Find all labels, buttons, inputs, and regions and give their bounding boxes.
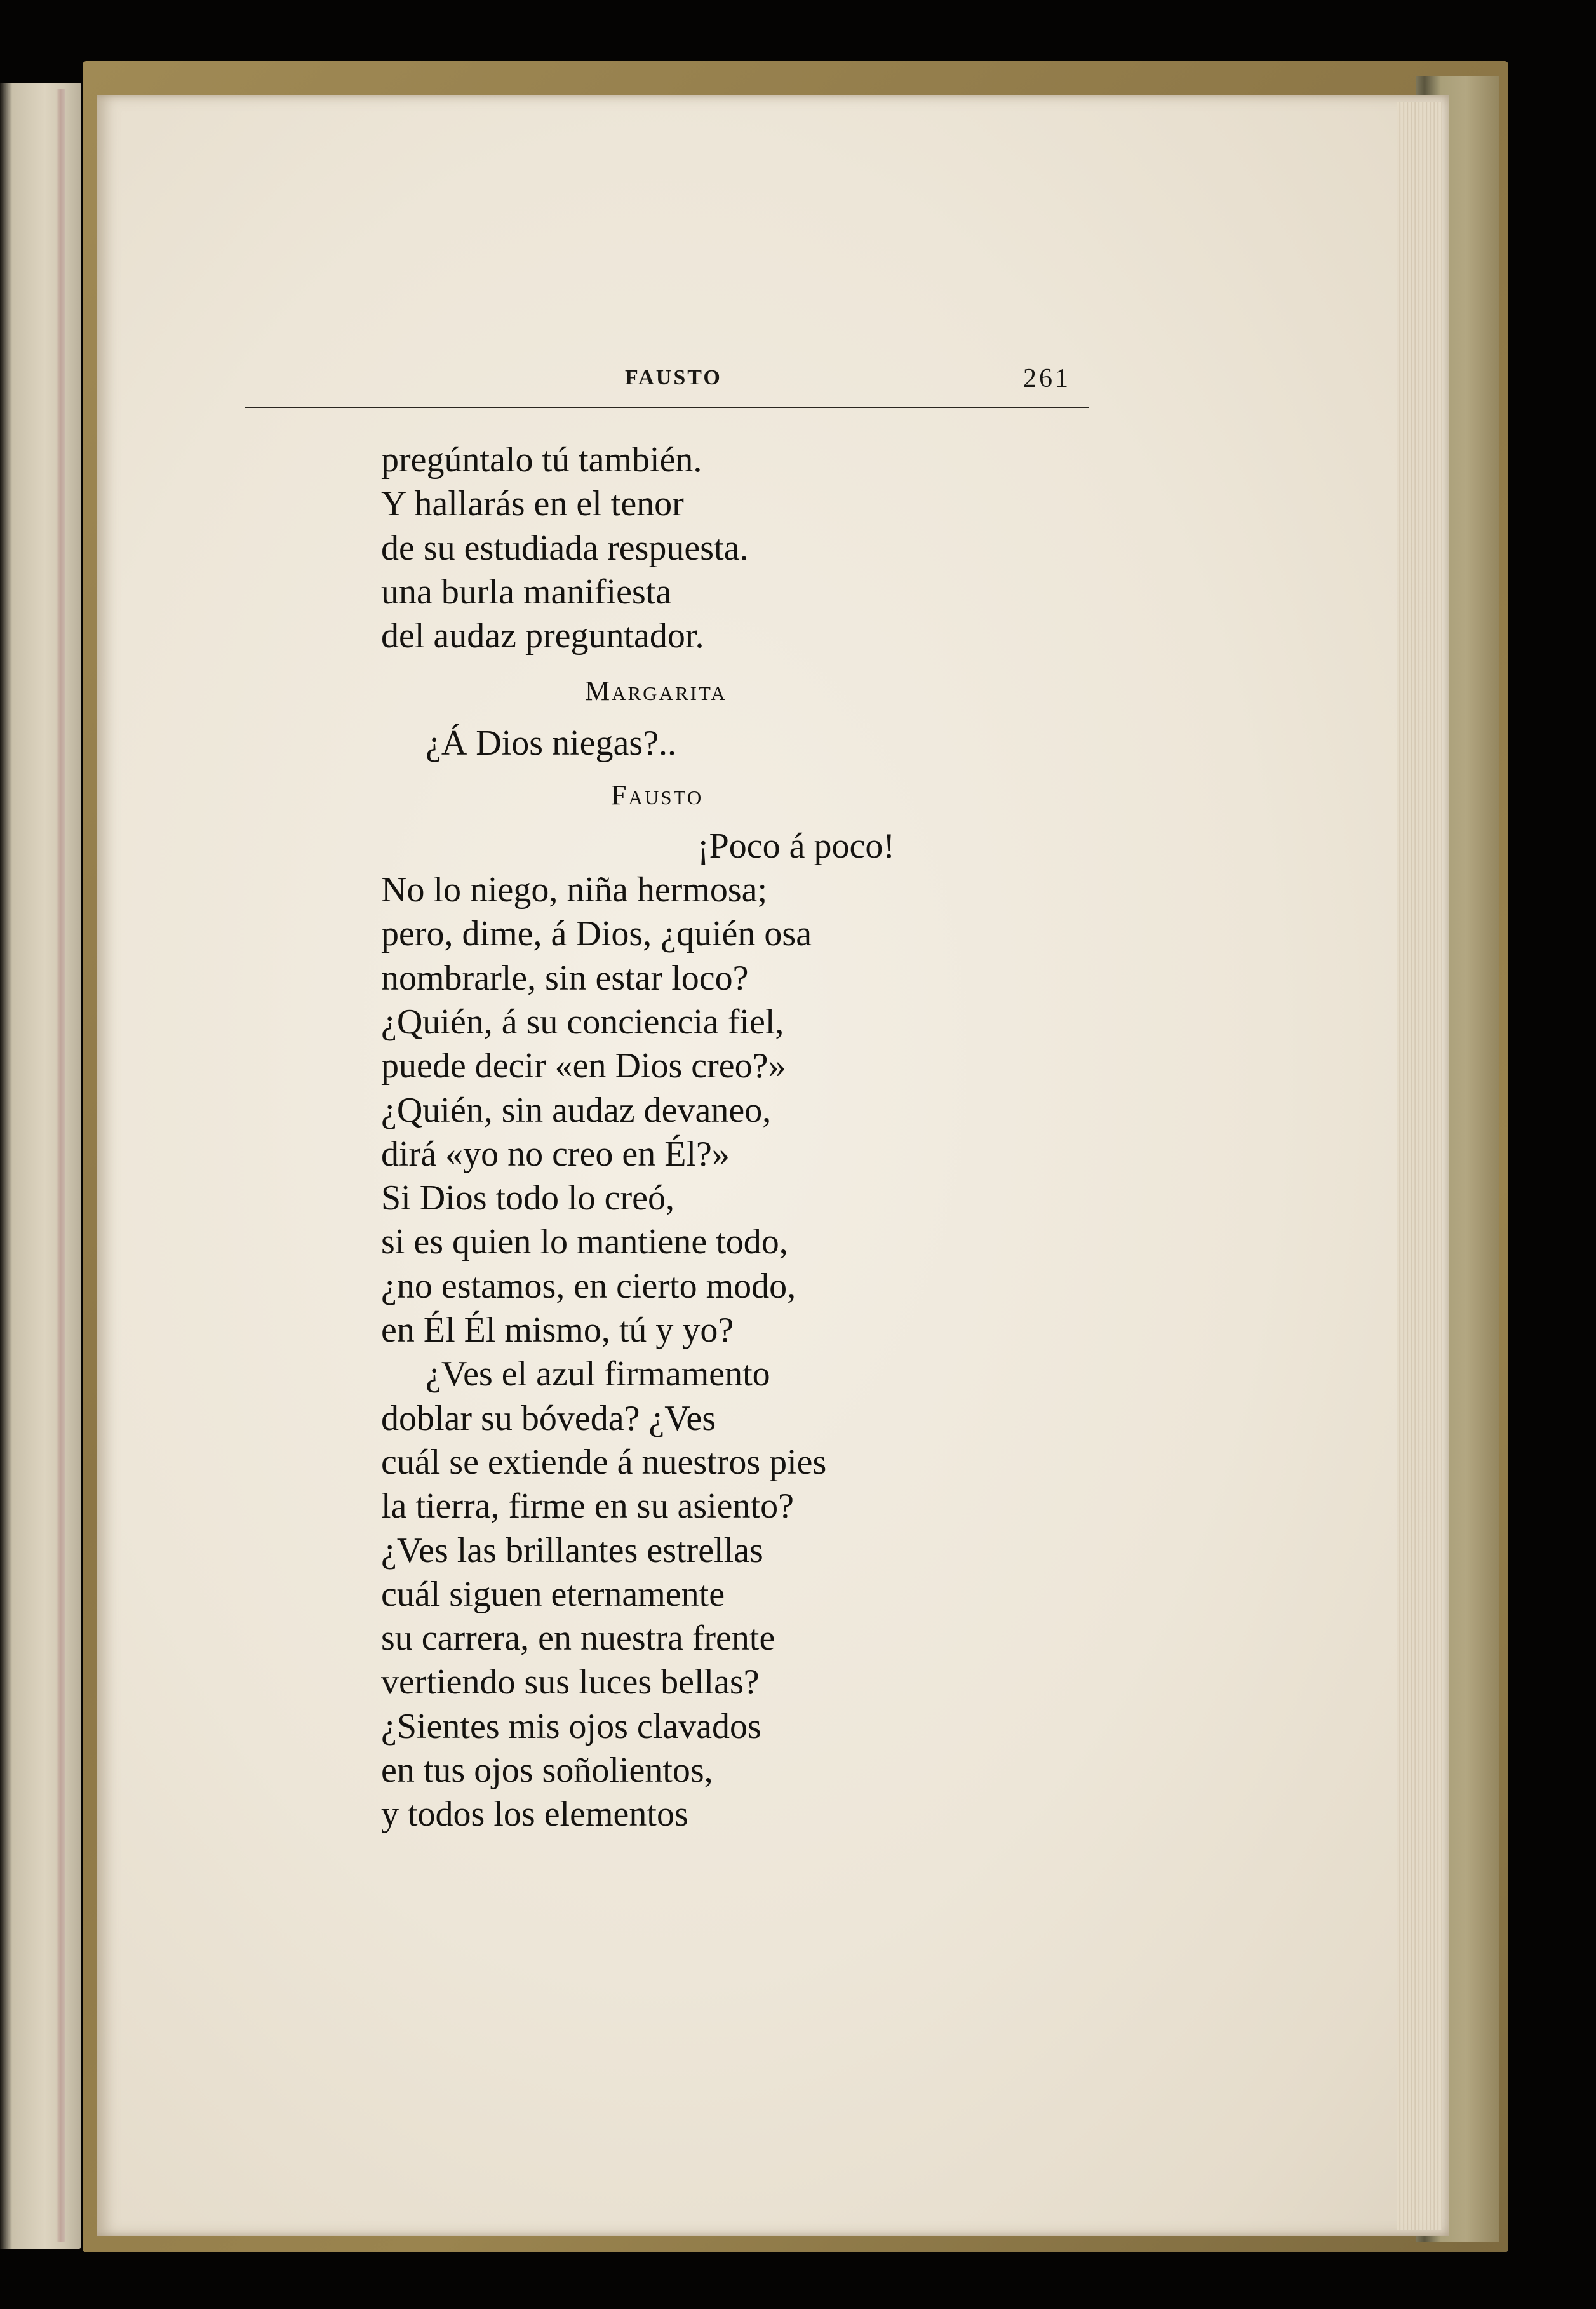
verse-text [381,438,1143,1837]
verse-line: una burla manifiesta [381,572,672,612]
verse-line: puede decir «en Dios creo?» [381,1046,786,1086]
page-stack-edge [1397,102,1442,2230]
verse-line: y todos los elementos [381,1794,688,1834]
verse-line: pero, dime, á Dios, ¿quién osa [381,914,812,954]
left-page-edge [0,83,81,2249]
verse-line: ¿Ves el azul firmamento [426,1354,770,1394]
verse-line: ¿Ves las brillantes estrellas [381,1530,763,1570]
left-page-binding [56,89,65,2242]
running-header [248,363,1086,395]
verse-line: nombrarle, sin estar loco? [381,958,749,998]
speaker-name: Fausto [611,779,704,811]
verse-line: cuál se extiende á nuestros pies [381,1442,827,1482]
verse-line: vertiendo sus luces bellas? [381,1662,760,1702]
verse-line: dirá «yo no creo en Él?» [381,1134,730,1174]
verse-line: cuál siguen eternamente [381,1574,725,1614]
verse-line: su carrera, en nuestra frente [381,1619,775,1659]
verse-line: ¿Quién, á su conciencia fiel, [381,1002,784,1042]
running-title: FAUSTO [625,366,722,389]
verse-line: si es quien lo mantiene todo, [381,1222,788,1262]
verse-line: doblar su bóveda? ¿Ves [381,1398,716,1438]
verse-line: la tierra, firme en su asiento? [381,1486,794,1526]
verse-line: ¿Sientes mis ojos clavados [381,1706,761,1746]
page-number: 261 [1023,364,1071,393]
verse-line: en tus ojos soñolientos, [381,1751,713,1791]
header-rule [245,407,1089,408]
verse-line: No lo niego, niña hermosa; [381,870,768,910]
verse-line: del audaz preguntador. [381,616,704,656]
speaker-name: Margarita [585,675,727,707]
verse-line: ¿no estamos, en cierto modo, [381,1266,796,1306]
verse-line: ¡Poco á poco! [697,826,895,866]
verse-line: ¿Quién, sin audaz devaneo, [381,1090,772,1130]
verse-line: de su estudiada respuesta. [381,528,749,568]
verse-line: en Él Él mismo, tú y yo? [381,1310,734,1350]
verse-line: Y hallarás en el tenor [381,484,684,524]
verse-line: ¿Á Dios niegas?.. [426,724,677,764]
verse-line: Si Dios todo lo creó, [381,1178,674,1218]
verse-line: pregúntalo tú también. [381,440,702,480]
